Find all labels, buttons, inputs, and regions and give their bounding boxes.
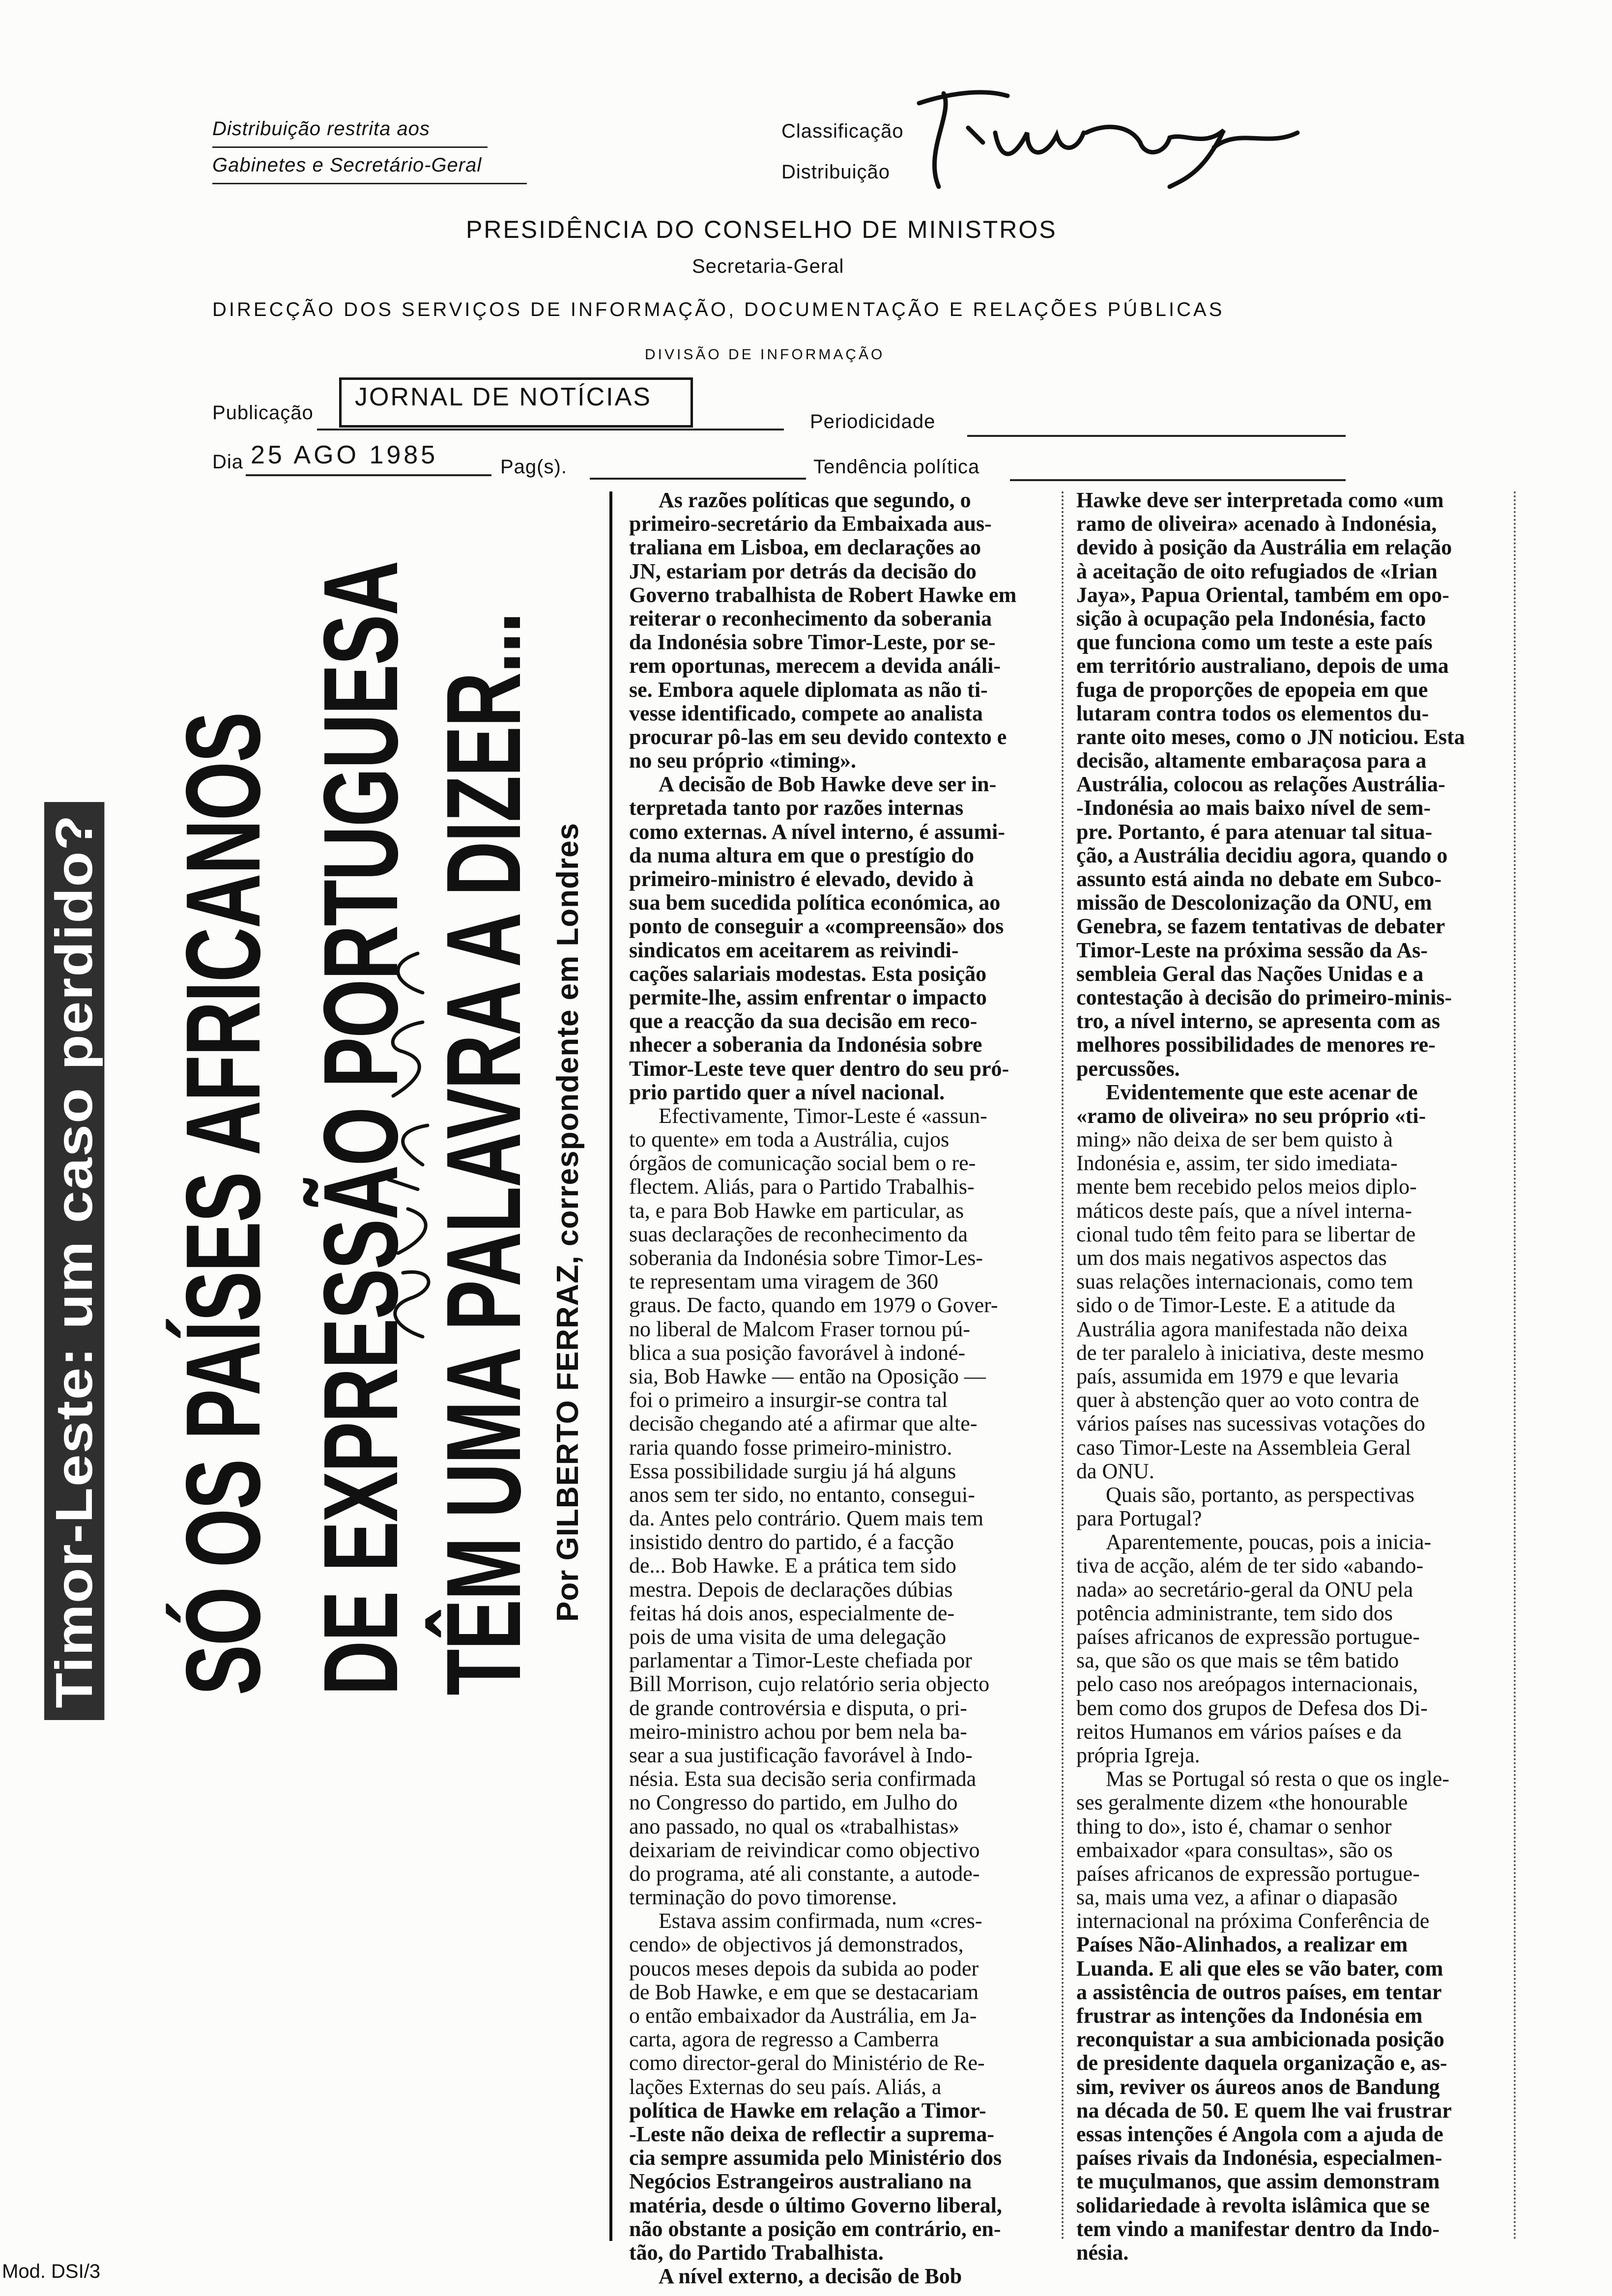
article-line: solidariedade à revolta islâmica que se — [1076, 2193, 1430, 2217]
article-right-rule — [1514, 491, 1516, 2241]
article-line: procurar pô-las em seu devido contexto e — [629, 725, 1007, 749]
article-line: tem vindo a manifestar dentro da Indo- — [1076, 2217, 1440, 2241]
article-line: países africanos de expressão portugue- — [1076, 1625, 1420, 1649]
handwritten-signature — [909, 74, 1302, 201]
directorate-name: DIRECÇÃO DOS SERVIÇOS DE INFORMAÇÃO, DOCUMENTAÇÃO E RELAÇÕES PÚBLICAS — [212, 299, 1225, 320]
article-line: no liberal de Malcom Fraser tornou pú- — [629, 1317, 971, 1341]
article-line: tão, do Partido Trabalhista. — [629, 2240, 884, 2265]
article-line: Essa possibilidade surgiu já há alguns — [629, 1459, 956, 1483]
article-line: sa, mais uma vez, a afinar o diapasão — [1076, 1886, 1398, 1910]
article-line: da ONU. — [1076, 1459, 1154, 1483]
headline-line-3: TÊM UMA PALAVRA A DIZER... — [424, 613, 543, 1696]
article-line: parlamentar a Timor-Leste chefiada por — [629, 1649, 972, 1673]
distribution-label: Distribuição — [781, 161, 890, 183]
article-line: decisão, altamente embaraçosa para a — [1076, 749, 1427, 773]
article-line: rante oito meses, como o JN noticiou. Esta — [1076, 725, 1465, 749]
article-line: da Indonésia sobre Timor-Leste, por se- — [629, 631, 996, 655]
article-line: -Leste não deixa de reflectir a suprema- — [629, 2122, 994, 2146]
article-line: blica a sua posição favorável à indoné- — [629, 1341, 966, 1365]
article-line: sido o de Timor-Leste. E a atitude da — [1076, 1293, 1396, 1318]
article-line: traliana em Lisboa, em declarações ao — [629, 536, 981, 560]
article-line: de presidente daquela organização e, as- — [1076, 2051, 1447, 2075]
article-line: que funciona como um teste a este país — [1076, 631, 1433, 655]
article-line: mente bem recebido pelos meios diplo- — [1076, 1175, 1417, 1199]
article-line: fuga de proporções de epopeia em que — [1076, 678, 1428, 702]
article-line: política de Hawke em relação a Timor- — [629, 2098, 986, 2123]
handwritten-annotation — [275, 934, 452, 1376]
article-line: ming» não deixa de ser bem quisto à — [1076, 1128, 1393, 1152]
periodicity-underline — [967, 435, 1346, 437]
article-line: como director-geral do Ministério de Re- — [629, 2051, 985, 2075]
article-line: sua bem sucedida política económica, ao — [629, 891, 1001, 915]
article-line: devido à posição da Austrália em relação — [1076, 536, 1452, 560]
article-line: missão de Descolonização da ONU, em — [1076, 891, 1432, 915]
article-line: reitos Humanos em vários países e da — [1076, 1720, 1402, 1744]
article-line: prio partido quer a nível nacional. — [629, 1080, 945, 1104]
article-line: embaixador «para consultas», são os — [1076, 1838, 1393, 1862]
article-line: terpretada tanto por razões internas — [629, 796, 964, 820]
day-underline — [246, 474, 491, 476]
article-line: reconquistar a sua ambicionada posição — [1076, 2028, 1444, 2052]
article-line: deixariam de reivindicar como objectivo — [629, 1838, 980, 1862]
article-line: feitas há dois anos, especialmente de- — [629, 1601, 955, 1625]
article-left-rule — [609, 491, 612, 2241]
page-title: PRESIDÊNCIA DO CONSELHO DE MINISTROS — [466, 216, 1057, 243]
article-line: sa, que são os que mais se têm batido — [1076, 1649, 1399, 1673]
article-line: máticos deste país, que a nível interna- — [1076, 1199, 1412, 1223]
headline-byline: Por GILBERTO FERRAZ, correspondente em Londres — [551, 822, 585, 1622]
article-line: meiro-ministro achou por bem nela ba- — [629, 1720, 967, 1744]
article-line: rem oportunas, merecem a devida análi- — [629, 654, 1001, 678]
article-line: flectem. Aliás, para o Partido Trabalhis- — [629, 1175, 975, 1199]
article-line: Timor-Leste teve quer dentro do seu pró- — [629, 1057, 1009, 1081]
headline-line-1: SÓ OS PAÍSES AFRICANOS — [164, 713, 282, 1695]
article-line: Luanda. E ali que eles se vão bater, com — [1076, 1956, 1443, 1980]
article-line: um dos mais negativos aspectos das — [1076, 1246, 1387, 1270]
article-line: mestra. Depois de declarações dúbias — [629, 1578, 953, 1602]
article-line: melhores possibilidades de menores re- — [1076, 1033, 1436, 1057]
article-line: suas declarações de reconhecimento da — [629, 1222, 968, 1246]
article-line: sindicatos em aceitarem as reivindi- — [629, 938, 959, 962]
article-line: lutaram contra todos os elementos du- — [1076, 701, 1429, 725]
article-line: a assistência de outros países, em tentar — [1076, 1980, 1442, 2004]
article-line: do programa, até ali constante, a autode- — [629, 1862, 980, 1886]
article-line: que a reacção da sua decisão em reco- — [629, 1009, 978, 1033]
article-line: internacional na próxima Conferência de — [1076, 1909, 1430, 1933]
article-line: te muçulmanos, que assim demonstram — [1076, 2170, 1440, 2194]
article-line: soberania da Indonésia sobre Timor-Les- — [629, 1246, 983, 1270]
article-line: ta, e para Bob Hawke em particular, as — [629, 1199, 964, 1223]
article-line: A decisão de Bob Hawke deve ser in- — [659, 773, 997, 797]
article-line: potência administrante, tem sido dos — [1076, 1601, 1393, 1625]
article-line: Genebra, se fazem tentativas de debater — [1076, 915, 1445, 939]
article-line: graus. De facto, quando em 1979 o Gover- — [629, 1293, 998, 1318]
article-line: to quente» em toda a Austrália, cujos — [629, 1128, 950, 1152]
article-line: matéria, desde o último Governo liberal, — [629, 2193, 1002, 2217]
article-line: Austrália agora manifestada não deixa — [1076, 1317, 1408, 1341]
article-line: primeiro-secretário da Embaixada aus- — [629, 512, 992, 536]
article-line: percussões. — [1076, 1057, 1180, 1081]
article-line: pois de uma visita de uma delegação — [629, 1625, 947, 1649]
article-line: órgãos de comunicação social bem o re- — [629, 1151, 976, 1176]
article-line: assunto está ainda no debate em Subco- — [1076, 867, 1442, 891]
publication-value: JORNAL DE NOTÍCIAS — [355, 383, 652, 411]
article-line: de ter paralelo à iniciativa, deste mesmo — [1076, 1341, 1424, 1365]
article-line: lações Externas do seu país. Aliás, a — [629, 2075, 942, 2099]
day-value: 25 AGO 1985 — [251, 441, 438, 469]
article-line: frustrar as intenções da Indonésia em — [1076, 2004, 1423, 2028]
article-line: suas relações internacionais, como tem — [1076, 1270, 1413, 1294]
article-line: Governo trabalhista de Robert Hawke em — [629, 583, 1017, 607]
pages-label: Pag(s). — [500, 456, 567, 478]
article-line: decisão chegando até a afirmar que alte- — [629, 1412, 978, 1436]
article-line: tro, a nível interno, se apresenta com as — [1076, 1009, 1440, 1033]
tendency-underline — [1010, 479, 1346, 481]
article-line: como externas. A nível interno, é assumi- — [629, 820, 1006, 844]
article-line: sição à ocupação pela Indonésia, facto — [1076, 606, 1426, 631]
article-line: Evidentemente que este acenar de — [1106, 1080, 1418, 1104]
article-line: à aceitação de oito refugiados de «Irian — [1076, 559, 1438, 583]
classification-label: Classificação — [781, 120, 904, 142]
article-line: Hawke deve ser interpretada como «um — [1076, 488, 1444, 512]
article-line: JN, estariam por detrás da decisão do — [629, 559, 977, 583]
article-line: para Portugal? — [1076, 1507, 1202, 1531]
article-line: em território australiano, depois de uma — [1076, 654, 1449, 678]
article-column-2 — [1076, 488, 1499, 2265]
article-line: de Bob Hawke, e em que se destacariam — [629, 1980, 979, 2004]
column-divider — [1062, 491, 1064, 2241]
article-line: Quais são, portanto, as perspectivas — [1106, 1483, 1415, 1507]
article-line: As razões políticas que segundo, o — [659, 488, 971, 512]
article-line: ano passado, no qual os «trabalhistas» — [629, 1814, 960, 1838]
publication-label: Publicação — [212, 402, 314, 424]
article-line: o então embaixador da Austrália, em Ja- — [629, 2004, 977, 2028]
article-line: caso Timor-Leste na Assembleia Geral — [1076, 1435, 1411, 1460]
article-line: Jaya», Papua Oriental, também em opo- — [1076, 583, 1449, 607]
article-line: cional tudo têm feito para se libertar de — [1076, 1222, 1416, 1246]
article-line: insistido dentro do partido, é a facção — [629, 1530, 954, 1554]
tendency-label: Tendência política — [813, 456, 980, 478]
article-line: nésia. — [1076, 2240, 1129, 2265]
pages-underline — [590, 478, 806, 480]
article-line: de... Bob Hawke. E a prática tem sido — [629, 1554, 956, 1578]
article-line: da. Antes pelo contrário. Quem mais tem — [629, 1507, 983, 1531]
article-line: primeiro-ministro é elevado, devido à — [629, 867, 974, 891]
headline-kicker: Timor-Leste: um caso perdido? — [44, 802, 104, 1720]
distribution-underline-1 — [212, 146, 488, 148]
article-line: países rivais da Indonésia, especialmen- — [1076, 2146, 1442, 2170]
article-line: de grande controvérsia e disputa, o pri- — [629, 1696, 967, 1720]
article-line: -Indonésia ao mais baixo nível de sem- — [1076, 796, 1431, 820]
article-line: permite-lhe, assim enfrentar o impacto — [629, 985, 987, 1009]
page-subtitle: Secretaria-Geral — [692, 256, 844, 277]
article-line: carta, agora de regresso a Camberra — [629, 2028, 939, 2052]
article-line: quer à abstenção quer ao voto contra de — [1076, 1388, 1419, 1412]
article-line: ponto de conseguir a «compreensão» dos — [629, 915, 1004, 939]
article-line: sembleia Geral das Nações Unidas e a — [1076, 962, 1424, 986]
article-line: vários países nas sucessivas votações do — [1076, 1412, 1425, 1436]
article-line: Austrália, colocou as relações Austrália- — [1076, 773, 1445, 797]
article-line: te representam uma viragem de 360 — [629, 1270, 939, 1294]
article-line: não obstante a posição em contrário, en- — [629, 2217, 1001, 2241]
article-line: cendo» de objectivos já demonstrados, — [629, 1933, 964, 1957]
article-line: pelo caso nos areópagos internacionais, — [1076, 1672, 1418, 1696]
article-line: tiva de acção, além de ter sido «abando- — [1076, 1554, 1424, 1578]
article-line: ramo de oliveira» acenado à Indonésia, — [1076, 512, 1437, 536]
distribution-note-line2: Gabinetes e Secretário-Geral — [212, 154, 482, 176]
article-line: Aparentemente, poucas, pois a inicia- — [1106, 1530, 1432, 1554]
article-line: «ramo de oliveira» no seu próprio «ti- — [1076, 1104, 1426, 1128]
article-line: Países Não-Alinhados, a realizar em — [1076, 1933, 1408, 1957]
article-line: no seu próprio «timing». — [629, 749, 857, 773]
article-line: foi o primeiro a insurgir-se contra tal — [629, 1388, 948, 1412]
article-line: contestação à decisão do primeiro-minis- — [1076, 985, 1452, 1009]
article-line: Estava assim confirmada, num «cres- — [659, 1909, 982, 1933]
article-line: reiterar o reconhecimento da soberania — [629, 606, 992, 631]
headline-line-2: DE EXPRESSÃO PORTUGUESA — [301, 561, 420, 1695]
article-line: pre. Portanto, é para atenuar tal situa- — [1076, 820, 1433, 844]
article-line: cações salariais modestas. Esta posição — [629, 962, 987, 986]
article-line: vesse identificado, compete ao analista — [629, 701, 983, 725]
article-line: Negócios Estrangeiros australiano na — [629, 2170, 972, 2194]
article-line: essas intenções é Angola com a ajuda de — [1076, 2122, 1443, 2146]
article-line: anos sem ter sido, no entanto, consegui- — [629, 1483, 975, 1507]
article-line: Mas se Portugal só resta o que os ingle- — [1106, 1767, 1449, 1791]
periodicity-label: Periodicidade — [810, 411, 936, 432]
article-line: ção, a Austrália decidiu agora, quando o — [1076, 843, 1448, 867]
article-line: país, assumida em 1979 e que levaria — [1076, 1364, 1399, 1388]
article-line: poucos meses depois da subida ao poder — [629, 1956, 979, 1980]
article-line: thing to do», isto é, chamar o senhor — [1076, 1814, 1392, 1838]
article-line: bem como dos grupos de Defesa dos Di- — [1076, 1696, 1428, 1720]
day-label: Dia — [212, 451, 244, 473]
publication-underline — [317, 429, 784, 430]
distribution-note-line1: Distribuição restrita aos — [212, 118, 430, 140]
article-column-1 — [629, 488, 1047, 2288]
article-line: nada» ao secretário-geral da ONU pela — [1076, 1578, 1413, 1602]
article-line: cia sempre assumida pelo Ministério dos — [629, 2146, 1002, 2170]
article-line: A nível externo, a decisão de Bob — [659, 2265, 962, 2289]
article-line: no Congresso do partido, em Julho do — [629, 1791, 958, 1815]
article-line: países africanos de expressão portugue- — [1076, 1862, 1420, 1886]
article-line: sia, Bob Hawke — então na Oposição — — [629, 1364, 986, 1388]
division-name: DIVISÃO DE INFORMAÇÃO — [645, 346, 885, 363]
article-line: nésia. Esta sua decisão seria confirmada — [629, 1767, 977, 1791]
form-code: Mod. DSI/3 — [2, 2261, 101, 2282]
article-line: ses geralmente dizem «the honourable — [1076, 1791, 1408, 1815]
article-line: Bill Morrison, cujo relatório seria objecto — [629, 1672, 990, 1696]
article-line: da numa altura em que o prestígio do — [629, 843, 975, 867]
distribution-underline-2 — [212, 183, 527, 184]
article-line: sear a sua justificação favorável à Indo- — [629, 1743, 973, 1767]
article-line: Timor-Leste na próxima sessão da As- — [1076, 938, 1428, 962]
article-line: Indonésia e, assim, ter sido imediata- — [1076, 1151, 1398, 1176]
article-line: na década de 50. E quem lhe vai frustrar — [1076, 2098, 1452, 2123]
article-line: Efectivamente, Timor-Leste é «assun- — [659, 1104, 987, 1128]
article-line: terminação do povo timorense. — [629, 1886, 897, 1910]
article-line: raria quando fosse primeiro-ministro. — [629, 1435, 952, 1460]
article-line: se. Embora aquele diplomata as não ti- — [629, 678, 988, 702]
article-line: nhecer a soberania da Indonésia sobre — [629, 1033, 982, 1057]
article-line: sim, reviver os áureos anos de Bandung — [1076, 2075, 1440, 2099]
article-line: própria Igreja. — [1076, 1743, 1200, 1767]
